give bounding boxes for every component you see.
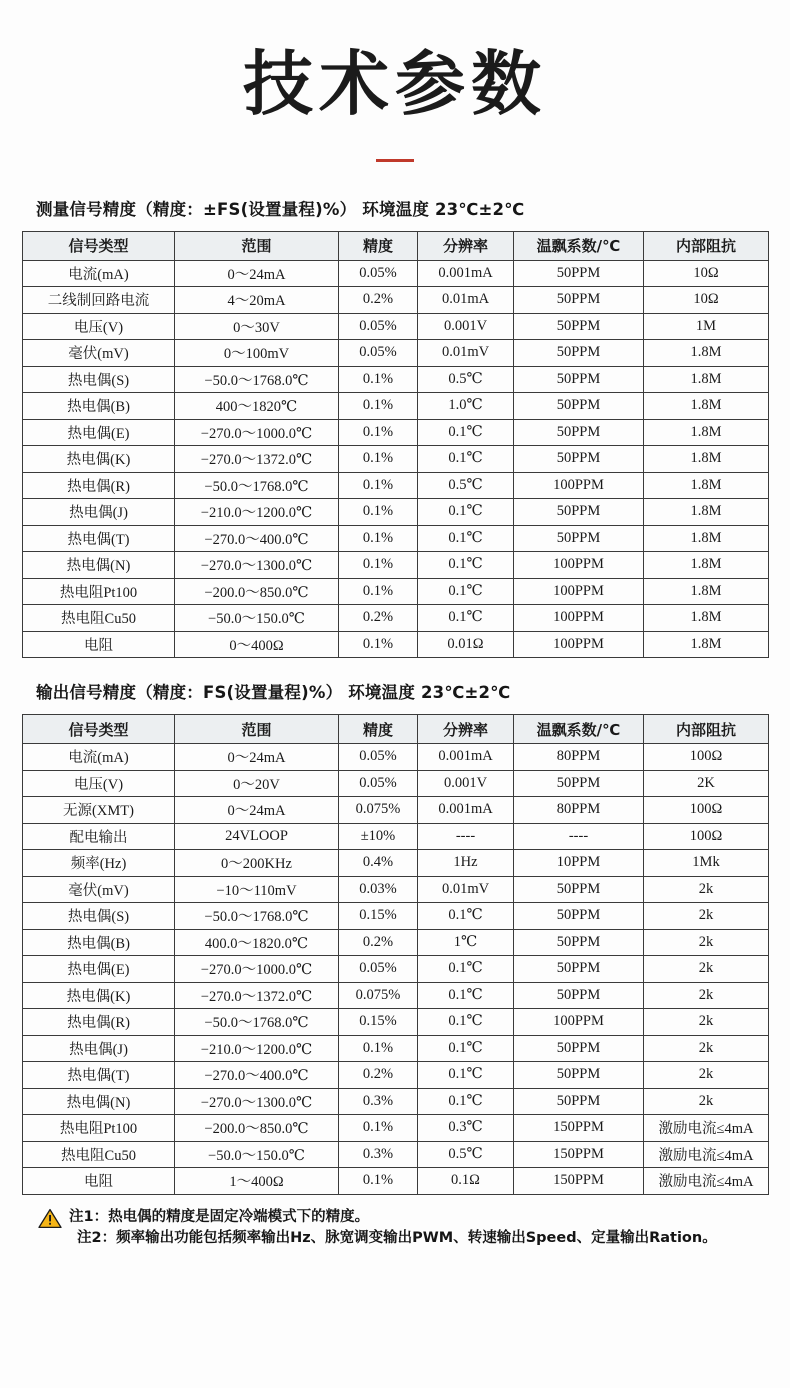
cell-range: −270.0～400.0℃ — [175, 525, 339, 552]
cell-accuracy: 0.15% — [339, 903, 418, 930]
cell-temp-drift: 50PPM — [514, 929, 644, 956]
footnotes — [22, 1207, 768, 1251]
table-row — [23, 770, 769, 797]
cell-signal-type: 毫伏(mV) — [23, 876, 175, 903]
cell-temp-drift: 50PPM — [514, 876, 644, 903]
cell-temp-drift: 50PPM — [514, 366, 644, 393]
cell-resolution: 0.1℃ — [418, 903, 514, 930]
table-header-row — [23, 231, 769, 260]
cell-accuracy: 0.05% — [339, 770, 418, 797]
table-row — [23, 393, 769, 420]
cell-resolution: 0.1℃ — [418, 1035, 514, 1062]
cell-temp-drift: 50PPM — [514, 393, 644, 420]
column-header-temp-drift: 温飘系数/℃ — [514, 231, 644, 260]
cell-signal-type: 二线制回路电流 — [23, 287, 175, 314]
cell-resolution: 0.1℃ — [418, 1088, 514, 1115]
cell-range: −50.0～1768.0℃ — [175, 903, 339, 930]
cell-resolution: 0.01Ω — [418, 631, 514, 658]
cell-resolution: 0.01mV — [418, 340, 514, 367]
section-heading-output: 输出信号精度（精度：FS(设置量程)%） 环境温度 23℃±2℃ — [36, 683, 511, 702]
cell-resolution: 0.1℃ — [418, 982, 514, 1009]
column-header-resolution: 分辨率 — [418, 231, 514, 260]
cell-temp-drift: 50PPM — [514, 287, 644, 314]
table-row — [23, 1035, 769, 1062]
table-row — [23, 605, 769, 632]
cell-accuracy: 0.1% — [339, 499, 418, 526]
cell-resolution: 1Hz — [418, 850, 514, 877]
cell-signal-type: 热电偶(J) — [23, 1035, 175, 1062]
cell-range: −270.0～400.0℃ — [175, 1062, 339, 1089]
table-row — [23, 472, 769, 499]
cell-accuracy: 0.2% — [339, 1062, 418, 1089]
cell-resolution: 0.1℃ — [418, 419, 514, 446]
cell-signal-type: 热电偶(R) — [23, 472, 175, 499]
cell-range: 0～24mA — [175, 260, 339, 287]
cell-temp-drift: 50PPM — [514, 525, 644, 552]
cell-impedance: 2k — [644, 1035, 769, 1062]
cell-impedance: 2K — [644, 770, 769, 797]
cell-range: −10～110mV — [175, 876, 339, 903]
cell-range: −270.0～1372.0℃ — [175, 982, 339, 1009]
cell-accuracy: 0.2% — [339, 605, 418, 632]
cell-resolution: 0.001mA — [418, 260, 514, 287]
cell-accuracy: 0.1% — [339, 419, 418, 446]
cell-range: 0～200KHz — [175, 850, 339, 877]
footnote-2 — [38, 1228, 768, 1250]
cell-signal-type: 电压(V) — [23, 313, 175, 340]
cell-impedance: 1.8M — [644, 525, 769, 552]
cell-range: 0～400Ω — [175, 631, 339, 658]
table-row — [23, 578, 769, 605]
cell-temp-drift: 80PPM — [514, 797, 644, 824]
cell-temp-drift: 50PPM — [514, 956, 644, 983]
cell-temp-drift: 150PPM — [514, 1168, 644, 1195]
cell-resolution: 0.1℃ — [418, 578, 514, 605]
cell-accuracy: 0.075% — [339, 982, 418, 1009]
table-row — [23, 1141, 769, 1168]
cell-signal-type: 热电偶(E) — [23, 956, 175, 983]
table-row — [23, 1168, 769, 1195]
cell-accuracy: 0.3% — [339, 1141, 418, 1168]
cell-temp-drift: 50PPM — [514, 419, 644, 446]
cell-impedance: 2k — [644, 903, 769, 930]
cell-impedance: 1.8M — [644, 552, 769, 579]
title-divider — [376, 159, 414, 162]
cell-accuracy: 0.1% — [339, 552, 418, 579]
cell-resolution: 0.001V — [418, 770, 514, 797]
footnote-1 — [38, 1207, 768, 1229]
output-accuracy-table — [22, 714, 769, 1195]
table-row — [23, 982, 769, 1009]
cell-temp-drift: ---- — [514, 823, 644, 850]
cell-range: 24VLOOP — [175, 823, 339, 850]
cell-impedance: 1.8M — [644, 578, 769, 605]
cell-accuracy: 0.1% — [339, 366, 418, 393]
table-row — [23, 552, 769, 579]
column-header-temp-drift: 温飘系数/℃ — [514, 715, 644, 744]
cell-signal-type: 电压(V) — [23, 770, 175, 797]
cell-resolution: 0.1Ω — [418, 1168, 514, 1195]
cell-resolution: 0.1℃ — [418, 605, 514, 632]
cell-impedance: 1.8M — [644, 472, 769, 499]
cell-range: −270.0～1372.0℃ — [175, 446, 339, 473]
cell-accuracy: 0.2% — [339, 929, 418, 956]
cell-resolution: 0.1℃ — [418, 956, 514, 983]
cell-resolution: 0.3℃ — [418, 1115, 514, 1142]
cell-range: 0～100mV — [175, 340, 339, 367]
cell-signal-type: 频率(Hz) — [23, 850, 175, 877]
cell-signal-type: 热电偶(T) — [23, 525, 175, 552]
cell-resolution: 0.1℃ — [418, 1062, 514, 1089]
cell-accuracy: 0.1% — [339, 446, 418, 473]
cell-signal-type: 电阻 — [23, 1168, 175, 1195]
cell-impedance: 1.8M — [644, 605, 769, 632]
cell-signal-type: 热电偶(T) — [23, 1062, 175, 1089]
cell-resolution: ---- — [418, 823, 514, 850]
table-header-row — [23, 715, 769, 744]
cell-impedance: 1Mk — [644, 850, 769, 877]
cell-resolution: 0.5℃ — [418, 366, 514, 393]
table-row — [23, 1009, 769, 1036]
column-header-resolution: 分辨率 — [418, 715, 514, 744]
cell-signal-type: 热电偶(B) — [23, 393, 175, 420]
cell-range: −210.0～1200.0℃ — [175, 499, 339, 526]
cell-temp-drift: 100PPM — [514, 472, 644, 499]
cell-signal-type: 热电偶(N) — [23, 552, 175, 579]
cell-temp-drift: 50PPM — [514, 982, 644, 1009]
cell-resolution: 0.01mA — [418, 287, 514, 314]
table-row — [23, 340, 769, 367]
cell-impedance: 1.8M — [644, 419, 769, 446]
cell-accuracy: 0.2% — [339, 287, 418, 314]
cell-signal-type: 热电偶(B) — [23, 929, 175, 956]
table-row — [23, 366, 769, 393]
cell-temp-drift: 150PPM — [514, 1115, 644, 1142]
cell-impedance: 2k — [644, 956, 769, 983]
cell-impedance: 1.8M — [644, 446, 769, 473]
cell-range: −200.0～850.0℃ — [175, 578, 339, 605]
footnote-1-text: 注1：热电偶的精度是固定冷端模式下的精度。 — [69, 1208, 370, 1225]
cell-range: −50.0～1768.0℃ — [175, 1009, 339, 1036]
column-header-impedance: 内部阻抗 — [644, 231, 769, 260]
cell-temp-drift: 100PPM — [514, 605, 644, 632]
cell-impedance: 2k — [644, 876, 769, 903]
cell-temp-drift: 50PPM — [514, 1062, 644, 1089]
cell-temp-drift: 100PPM — [514, 1009, 644, 1036]
table-row — [23, 903, 769, 930]
cell-resolution: 0.01mV — [418, 876, 514, 903]
cell-accuracy: 0.1% — [339, 525, 418, 552]
cell-temp-drift: 50PPM — [514, 1035, 644, 1062]
cell-resolution: 0.1℃ — [418, 1009, 514, 1036]
cell-resolution: 0.1℃ — [418, 446, 514, 473]
cell-impedance: 2k — [644, 1062, 769, 1089]
cell-temp-drift: 80PPM — [514, 744, 644, 771]
cell-resolution: 0.1℃ — [418, 525, 514, 552]
table-row — [23, 499, 769, 526]
column-header-signal-type: 信号类型 — [23, 715, 175, 744]
cell-range: 4～20mA — [175, 287, 339, 314]
cell-range: −270.0～1300.0℃ — [175, 1088, 339, 1115]
warning-icon — [38, 1208, 62, 1229]
cell-temp-drift: 100PPM — [514, 631, 644, 658]
cell-impedance: 10Ω — [644, 260, 769, 287]
cell-impedance: 100Ω — [644, 797, 769, 824]
cell-accuracy: 0.05% — [339, 956, 418, 983]
cell-resolution: 0.5℃ — [418, 1141, 514, 1168]
table-row — [23, 850, 769, 877]
cell-range: 0～20V — [175, 770, 339, 797]
cell-accuracy: 0.1% — [339, 578, 418, 605]
cell-temp-drift: 50PPM — [514, 260, 644, 287]
cell-resolution: 1℃ — [418, 929, 514, 956]
cell-range: −270.0～1000.0℃ — [175, 956, 339, 983]
cell-impedance: 激励电流≤4mA — [644, 1141, 769, 1168]
cell-range: −270.0～1300.0℃ — [175, 552, 339, 579]
cell-accuracy: 0.05% — [339, 744, 418, 771]
cell-resolution: 0.001V — [418, 313, 514, 340]
cell-impedance: 1M — [644, 313, 769, 340]
cell-resolution: 0.1℃ — [418, 499, 514, 526]
table-row — [23, 1062, 769, 1089]
footnote-2-text: 注2：频率输出功能包括频率输出Hz、脉宽调变输出PWM、转速输出Speed、定量输出Ration。 — [77, 1230, 717, 1247]
cell-impedance: 1.8M — [644, 499, 769, 526]
cell-signal-type: 热电偶(K) — [23, 982, 175, 1009]
cell-range: −50.0～150.0℃ — [175, 605, 339, 632]
table-row — [23, 744, 769, 771]
table-row — [23, 929, 769, 956]
cell-range: −50.0～1768.0℃ — [175, 366, 339, 393]
cell-range: 400.0～1820.0℃ — [175, 929, 339, 956]
cell-impedance: 2k — [644, 982, 769, 1009]
page-title: 技术参数 — [243, 43, 547, 125]
cell-accuracy: 0.1% — [339, 472, 418, 499]
cell-signal-type: 热电偶(R) — [23, 1009, 175, 1036]
table-row — [23, 876, 769, 903]
table-row — [23, 419, 769, 446]
cell-accuracy: 0.1% — [339, 1168, 418, 1195]
cell-accuracy: 0.1% — [339, 1115, 418, 1142]
cell-temp-drift: 50PPM — [514, 313, 644, 340]
cell-signal-type: 热电偶(E) — [23, 419, 175, 446]
cell-impedance: 100Ω — [644, 823, 769, 850]
cell-signal-type: 热电阻Pt100 — [23, 578, 175, 605]
cell-signal-type: 热电偶(J) — [23, 499, 175, 526]
cell-range: 0～30V — [175, 313, 339, 340]
cell-temp-drift: 150PPM — [514, 1141, 644, 1168]
cell-temp-drift: 50PPM — [514, 340, 644, 367]
cell-accuracy: 0.05% — [339, 260, 418, 287]
cell-signal-type: 热电阻Cu50 — [23, 1141, 175, 1168]
cell-signal-type: 电流(mA) — [23, 260, 175, 287]
cell-temp-drift: 50PPM — [514, 499, 644, 526]
table-row — [23, 823, 769, 850]
cell-resolution: 0.001mA — [418, 797, 514, 824]
table-row — [23, 1115, 769, 1142]
cell-temp-drift: 100PPM — [514, 578, 644, 605]
table-row — [23, 797, 769, 824]
table-row — [23, 260, 769, 287]
cell-accuracy: 0.1% — [339, 393, 418, 420]
cell-accuracy: 0.1% — [339, 631, 418, 658]
cell-accuracy: 0.05% — [339, 313, 418, 340]
cell-accuracy: 0.1% — [339, 1035, 418, 1062]
cell-signal-type: 配电输出 — [23, 823, 175, 850]
cell-signal-type: 无源(XMT) — [23, 797, 175, 824]
cell-range: 0～24mA — [175, 797, 339, 824]
column-header-impedance: 内部阻抗 — [644, 715, 769, 744]
cell-signal-type: 热电偶(S) — [23, 366, 175, 393]
cell-range: 1～400Ω — [175, 1168, 339, 1195]
measurement-accuracy-table — [22, 231, 769, 659]
cell-range: −200.0～850.0℃ — [175, 1115, 339, 1142]
cell-impedance: 2k — [644, 1088, 769, 1115]
cell-temp-drift: 50PPM — [514, 903, 644, 930]
cell-signal-type: 热电阻Cu50 — [23, 605, 175, 632]
cell-range: −270.0～1000.0℃ — [175, 419, 339, 446]
cell-impedance: 激励电流≤4mA — [644, 1168, 769, 1195]
cell-impedance: 100Ω — [644, 744, 769, 771]
cell-signal-type: 热电阻Pt100 — [23, 1115, 175, 1142]
cell-temp-drift: 10PPM — [514, 850, 644, 877]
column-header-range: 范围 — [175, 231, 339, 260]
column-header-range: 范围 — [175, 715, 339, 744]
cell-impedance: 1.8M — [644, 393, 769, 420]
cell-resolution: 0.1℃ — [418, 552, 514, 579]
cell-signal-type: 热电偶(K) — [23, 446, 175, 473]
cell-signal-type: 电流(mA) — [23, 744, 175, 771]
cell-range: −50.0～1768.0℃ — [175, 472, 339, 499]
cell-temp-drift: 50PPM — [514, 770, 644, 797]
cell-temp-drift: 100PPM — [514, 552, 644, 579]
section-heading-measurement: 测量信号精度（精度：±FS(设置量程)%） 环境温度 23℃±2℃ — [36, 199, 525, 219]
column-header-accuracy: 精度 — [339, 231, 418, 260]
table-row — [23, 956, 769, 983]
cell-impedance: 2k — [644, 1009, 769, 1036]
cell-temp-drift: 50PPM — [514, 1088, 644, 1115]
table-row — [23, 1088, 769, 1115]
cell-accuracy: 0.15% — [339, 1009, 418, 1036]
cell-impedance: 1.8M — [644, 366, 769, 393]
cell-signal-type: 热电偶(N) — [23, 1088, 175, 1115]
cell-resolution: 0.001mA — [418, 744, 514, 771]
table-row — [23, 313, 769, 340]
cell-signal-type: 热电偶(S) — [23, 903, 175, 930]
cell-accuracy: 0.4% — [339, 850, 418, 877]
cell-impedance: 10Ω — [644, 287, 769, 314]
cell-impedance: 1.8M — [644, 340, 769, 367]
cell-range: 0～24mA — [175, 744, 339, 771]
cell-accuracy: 0.075% — [339, 797, 418, 824]
column-header-signal-type: 信号类型 — [23, 231, 175, 260]
cell-resolution: 1.0℃ — [418, 393, 514, 420]
table-row — [23, 631, 769, 658]
table-row — [23, 287, 769, 314]
cell-range: −50.0～150.0℃ — [175, 1141, 339, 1168]
cell-accuracy: 0.05% — [339, 340, 418, 367]
cell-range: 400～1820℃ — [175, 393, 339, 420]
table-row — [23, 446, 769, 473]
cell-resolution: 0.5℃ — [418, 472, 514, 499]
cell-impedance: 2k — [644, 929, 769, 956]
cell-impedance: 激励电流≤4mA — [644, 1115, 769, 1142]
cell-range: −210.0～1200.0℃ — [175, 1035, 339, 1062]
cell-impedance: 1.8M — [644, 631, 769, 658]
table-row — [23, 525, 769, 552]
cell-accuracy: 0.03% — [339, 876, 418, 903]
cell-signal-type: 电阻 — [23, 631, 175, 658]
cell-temp-drift: 50PPM — [514, 446, 644, 473]
cell-signal-type: 毫伏(mV) — [23, 340, 175, 367]
cell-accuracy: 0.3% — [339, 1088, 418, 1115]
cell-accuracy: ±10% — [339, 823, 418, 850]
column-header-accuracy: 精度 — [339, 715, 418, 744]
